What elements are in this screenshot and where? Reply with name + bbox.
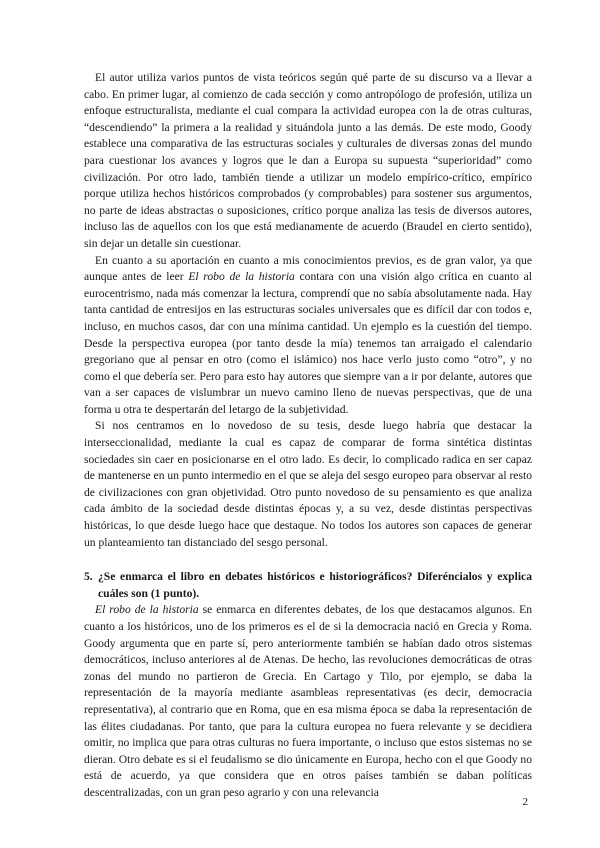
paragraph-text: Si nos centramos en lo novedoso de su tesis, desde luego habría que destacar la interseccionalidad, mediante la cual es capaz de comparar de forma sintética distintas sociedades sin caer en posicionarse en el otro lado. Es decir, lo complicado radica en ser capaz de mantenerse en un punto intermedio en el que se aleja del sesgo europeo para observar al resto de civilizaciones con gran objetividad. Otro punto novedoso de su pensamiento es que analiza cada ámbito de la sociedad desde distintas épocas y, a su vez, desde distintas perspectivas históricas, lo que desde luego hace que destaque. No todos los autores son capaces de generar un planteamiento tan distanciado del sesgo personal.: [84, 419, 532, 549]
paragraph-contribution: [84, 253, 532, 419]
paragraph-text: El autor utiliza varios puntos de vista teóricos según qué parte de su discurso va a llevar a cabo. En primer lugar, al comienzo de cada sección y como antropólogo de profesión, utiliza un enfoque estructuralista, mediante el cual compara la actividad europea con la de otras culturas, “descendiendo” la primera a la realidad y situándola junto a las demás. De este modo, Goody establece una comparativa de las estructuras sociales y culturales de diversas zonas del mundo para cuestionar los avances y logros que le dan a Europa su supuesta “superioridad” como civilización. Por otro lado, también tiende a utilizar un modelo empírico-crítico, empírico porque utiliza hechos históricos comprobados (y comprobables) para sostener sus argumentos, no parte de ideas abstractas o suposiciones, crítico porque analiza las tesis de diversos autores, incluso las de aquellos con los que está medianamente de acuerdo (Braudel en cierto sentido), sin dejar un detalle sin cuestionar.: [84, 71, 532, 250]
book-title-italic: El robo de la historia: [95, 603, 199, 617]
paragraph-text: En cuanto a su aportación en cuanto a mis conocimientos previos, es de gran valor, ya que aunque antes de leer: [84, 253, 532, 284]
page-number: 2: [522, 796, 528, 808]
section-heading: [84, 569, 532, 602]
paragraph-text: se enmarca en diferentes debates, de los que destacamos algunos. En cuanto a los históricos, uno de los primeros es el de si la democracia nació en Grecia y Roma. Goody argumenta que en parte sí, pero anteriormente también se habían dado otros sistemas democráticos, incluso anteriores al de Atenas. De hecho, las revoluciones democráticas de otras zonas del mundo no partieron de Grecia. En Cartago y Tilo, por ejemplo, se daba la representación de la mayoría mediante asambleas representativas (es decir, democracia representativa), al contrario que en Roma, que en esa misma época se daba la representación de las élites ciudadanas. Por tanto, que para la cultura europea no fuera relevante y se decidiera omitir, no implica que para otras culturas no fuera importante, o incluso que estos sistemas no se dieran. Otro debate es si el feudalismo se dio únicamente en Europa, hecho con el que Goody no está de acuerdo, ya que considera que en otros países también se daban políticas descentralizadas, con un gran peso agrario y con una relevancia: [84, 603, 532, 799]
paragraph-text: contara con una visión algo crítica en cuanto al eurocentrismo, nada más comenzar la lectura, comprendí que no sabía absolutamente nada. Hay tanta cantidad de entresijos en las estructuras sociales universales que es difícil dar con todos e, incluso, en muchos casos, dar con una mínima cantidad. Un ejemplo es la cuestión del tiempo. Desde la perspectiva europea (por tanto desde la mía) tenemos tan arraigado el calendario gregoriano que al pensar en otro (como el islámico) nos hace verlo justo como “otro”, y no como el que debería ser. Pero para esto hay autores que siempre van a ir por delante, autores que van a ser capaces de vislumbrar un nuevo camino lleno de nuevas perspectivas, que de una forma u otra te despertarán del letargo de la subjetividad.: [84, 270, 532, 416]
book-title-italic: El robo de la historia: [188, 270, 295, 284]
section-gap: [84, 551, 532, 569]
section-number: 5.: [84, 570, 93, 584]
section-title: ¿Se enmarca el libro en debates históricos e historiográficos? Diferéncialos y explica cuáles son (1 punto).: [98, 570, 532, 600]
paragraph-novelty: [84, 418, 532, 551]
paragraph-theoretical-views: [84, 70, 532, 253]
paragraph-debates: [84, 602, 532, 801]
